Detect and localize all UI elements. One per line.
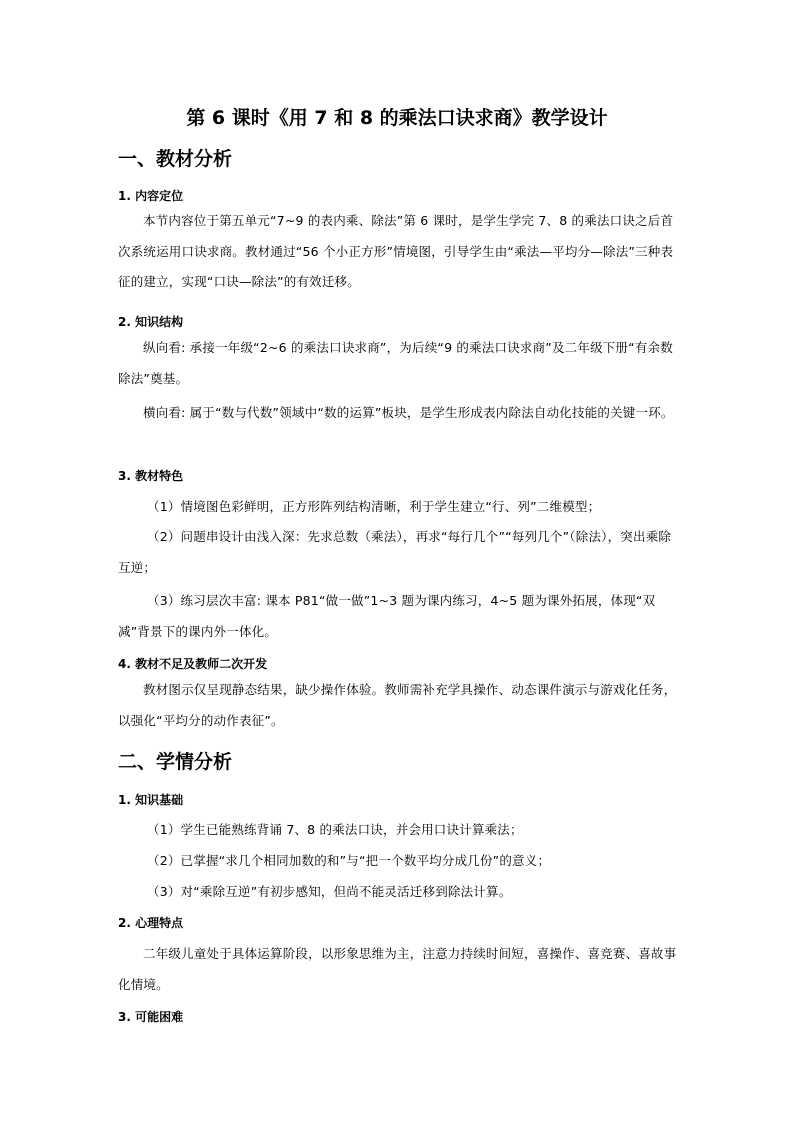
subheading-psychological-traits: 2. 心理特点 [118, 916, 184, 930]
subheading-possible-difficulties: 3. 可能困难 [118, 1010, 184, 1024]
subheading-knowledge-basis: 1. 知识基础 [118, 793, 184, 807]
paragraph-psychological-traits: 二年级儿童处于具体运算阶段，以形象思维为主，注意力持续时间短，喜操作、喜竞赛、喜故事化情境。 [118, 946, 677, 992]
basis-item-2: （2）已掌握“求几个相同加数的和”与“把一个数平均分成几份”的意义； [147, 853, 551, 868]
paragraph-shortcomings: 教材图示仅呈现静态结果，缺少操作体验。教师需补充学具操作、动态课件演示与游戏化任务，以强化“平均分的动作表征”。 [118, 682, 677, 728]
paragraph-vertical-view: 纵向看: 承接一年级“2~6 的乘法口诀求商”，为后续“9 的乘法口诀求商”及二年级下册“有余数除法”奠基。 [118, 340, 673, 386]
section-heading-learner-analysis: 二、学情分析 [118, 751, 233, 773]
basis-item-3: （3）对“乘除互逆”有初步感知，但尚不能灵活迁移到除法计算。 [147, 884, 512, 899]
section-heading-textbook-analysis: 一、教材分析 [118, 148, 233, 170]
document-title: 第 6 课时《用 7 和 8 的乘法口诀求商》教学设计 [186, 107, 608, 129]
subheading-knowledge-structure: 2. 知识结构 [118, 315, 184, 329]
paragraph-horizontal-view: 横向看: 属于“数与代数”领域中“数的运算”板块，是学生形成表内除法自动化技能的关键一环。 [143, 405, 674, 420]
subheading-content-positioning: 1. 内容定位 [118, 189, 184, 203]
feature-item-2: （2）问题串设计由浅入深：先求总数（乘法），再求“每行几个”“每列几个”（除法），突出乘除互逆； [118, 529, 672, 575]
feature-item-3: （3）练习层次丰富: 课本 P81“做一做”1~3 题为课内练习，4~5 题为课外拓展，体现“双减”背景下的课内外一体化。 [118, 593, 656, 639]
subheading-textbook-shortcomings: 4. 教材不足及教师二次开发 [118, 657, 268, 671]
paragraph-content-positioning: 本节内容位于第五单元“7~9 的表内乘、除法”第 6 课时，是学生学完 7、8 的乘法口诀之后首次系统运用口诀求商。教材通过“56 个小正方形”情境图，引导学生由“乘法—平均分—除法”三种表征的建立，实现“口诀—除法”的有效迁移。 [118, 213, 674, 289]
basis-item-1: （1）学生已能熟练背诵 7、8 的乘法口诀，并会用口诀计算乘法； [147, 822, 523, 837]
feature-item-1: （1）情境图色彩鲜明，正方形阵列结构清晰，利于学生建立“行、列”二维模型； [147, 499, 601, 514]
subheading-textbook-features: 3. 教材特色 [118, 469, 184, 483]
